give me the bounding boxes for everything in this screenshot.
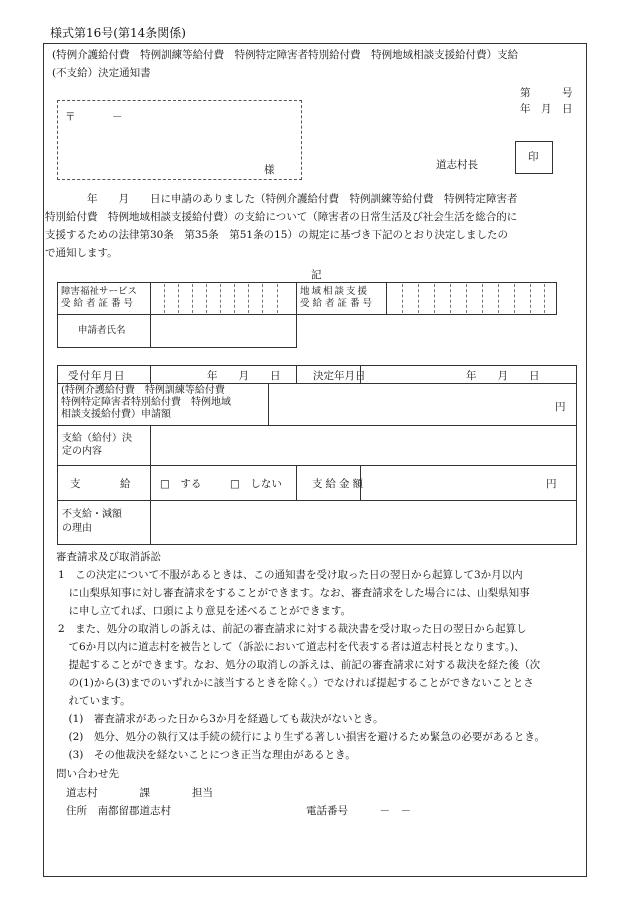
contact-heading: 問い合わせ先 xyxy=(56,768,119,780)
row-divider xyxy=(57,500,577,501)
yen-unit-2: 円 xyxy=(546,478,557,490)
checkbox-yes[interactable]: □ する xyxy=(160,478,202,490)
document-title: (特例介護給付費 特例訓練等給付費 特例特定障害者特別給付費 特例地域相談支援給付費）支給 xyxy=(52,49,519,61)
form-number: 様式第16号(第14条関係) xyxy=(50,26,186,40)
contact-line-1: 道志村 課 担当 xyxy=(66,787,213,799)
appeal-line: の(1)から(3)までのいずれかに該当するときを除く。）でなければ提起することができないこととさ xyxy=(58,677,534,689)
digit-divider xyxy=(178,284,179,313)
decided-label: 決定年月日 xyxy=(313,370,366,382)
ki-heading: 記 xyxy=(311,269,322,281)
digit-divider xyxy=(164,284,165,313)
amount-label-1: (特例介護給付費 特例訓練等給付費 xyxy=(61,385,225,396)
received-date: 年 月 日 xyxy=(207,370,281,382)
col-divider xyxy=(150,365,151,383)
row-divider xyxy=(57,383,577,384)
appeal-line: れています。 xyxy=(58,695,131,707)
digit-divider xyxy=(248,284,249,313)
divider xyxy=(386,282,387,315)
community-no-label-2: 受給者証番号 xyxy=(300,298,376,309)
payment-label: 支 給 xyxy=(70,478,133,490)
appeal-line: に山梨県知事に対し審査請求をすることができます。なお、審査請求をした場合には、山梨県知事 xyxy=(58,587,530,599)
digit-divider xyxy=(206,284,207,313)
digit-divider xyxy=(514,284,515,313)
col-divider xyxy=(296,465,297,500)
received-label: 受付年月日 xyxy=(68,370,126,382)
digit-divider xyxy=(498,284,499,313)
digit-divider xyxy=(544,284,545,313)
addressee-suffix: 様 xyxy=(264,164,275,176)
digit-divider xyxy=(530,284,531,313)
appeal-line: 2 また、処分の取消しの訴えは、前記の審査請求に対する裁決書を受け取った日の翌日から起算し xyxy=(58,623,527,635)
appeal-line: (1) 審査請求があった日から3か月を経過しても裁決がないとき。 xyxy=(58,713,384,725)
digit-divider xyxy=(434,284,435,313)
body-line-4: で通知します。 xyxy=(45,247,118,259)
digit-divider xyxy=(192,284,193,313)
amount-label-3: 相談支援給付費）申請額 xyxy=(61,409,171,420)
digit-divider xyxy=(482,284,483,313)
digit-divider xyxy=(418,284,419,313)
content-label-1: 支給（給付）決 xyxy=(62,433,132,444)
recipient-no-label xyxy=(61,286,137,310)
decided-date: 年 月 日 xyxy=(466,370,540,382)
body-line-3: 支援するための法律第30条 第35条 第51条の15）の規定に基づき下記のとおり決定しましたの xyxy=(45,229,508,241)
col-divider xyxy=(150,425,151,545)
digit-divider xyxy=(402,284,403,313)
row-divider xyxy=(57,425,577,426)
digit-divider xyxy=(450,284,451,313)
reason-label-1: 不支給・減額 xyxy=(62,509,122,520)
body-line-1: 年 月 日に申請のありました（特例介護給付費 特例訓練等給付費 特例特定障害者 xyxy=(45,193,518,205)
amount-label xyxy=(61,385,231,421)
digit-divider xyxy=(277,284,278,313)
reason-label-2: の理由 xyxy=(62,523,92,534)
recipient-no-label-2: 受給者証番号 xyxy=(61,298,137,309)
issuer: 道志村長 xyxy=(436,159,478,171)
body-line-2: 特別給付費 特例地域相談支援給付費）の支給について（障害者の日常生活及び社会生活を総合的に xyxy=(45,211,518,223)
digit-divider xyxy=(466,284,467,313)
row-divider xyxy=(57,465,577,466)
postal-mark: 〒 xyxy=(65,111,76,123)
postal-dash: － xyxy=(112,111,123,123)
appeal-line: て6か月以内に道志村を被告として（訴訟において道志村を代表する者は道志村長となります。)、 xyxy=(58,641,525,653)
appeal-line: 提起することができます。なお、処分の取消しの訴えは、前記の審査請求に対する裁決を経た後（次 xyxy=(58,659,541,671)
content-label-2: 定の内容 xyxy=(62,446,102,457)
document-title-2: (不支給）決定通知書 xyxy=(52,67,151,79)
digit-divider xyxy=(262,284,263,313)
seal: 印 xyxy=(528,151,539,163)
applicant-label: 申請者氏名 xyxy=(78,325,126,336)
recipient-no-label-1: 障害福祉サービス xyxy=(61,286,138,297)
appeal-line: に申し立てれば、口頭により意見を述べることができます。 xyxy=(58,605,352,617)
col-divider xyxy=(296,365,297,383)
community-no-label xyxy=(300,286,375,310)
reason-label xyxy=(62,508,122,536)
appeal-heading: 審査請求及び取消訴訟 xyxy=(56,551,161,563)
appeal-line: (2) 処分、処分の執行又は手続の続行により生ずる著しい損害を避けるため緊急の必要があるとき。 xyxy=(58,731,545,743)
digit-divider xyxy=(234,284,235,313)
amount-label-2: 特例特定障害者特別給付費 特例地域 xyxy=(61,397,231,408)
col-divider xyxy=(268,383,269,425)
community-no-label-1: 地域相談支援 xyxy=(300,286,370,297)
document-date: 年 月 日 xyxy=(520,103,573,115)
contact-phone: 電話番号 － － xyxy=(306,805,411,817)
yen-unit: 円 xyxy=(555,401,566,413)
contact-address: 住所 南都留郡道志村 xyxy=(66,805,171,817)
checkbox-no[interactable]: □ しない xyxy=(230,478,282,490)
appeal-line: 1 この決定について不服があるときは、この通知書を受け取った日の翌日から起算して3か月以内 xyxy=(58,569,523,581)
payment-amount-label: 支給金額 xyxy=(312,478,366,490)
content-label xyxy=(62,432,132,458)
appeal-line: (3) その他裁決を経ないことにつき正当な理由があるとき。 xyxy=(58,749,356,761)
document-number: 第 号 xyxy=(520,87,573,99)
digit-divider xyxy=(220,284,221,313)
